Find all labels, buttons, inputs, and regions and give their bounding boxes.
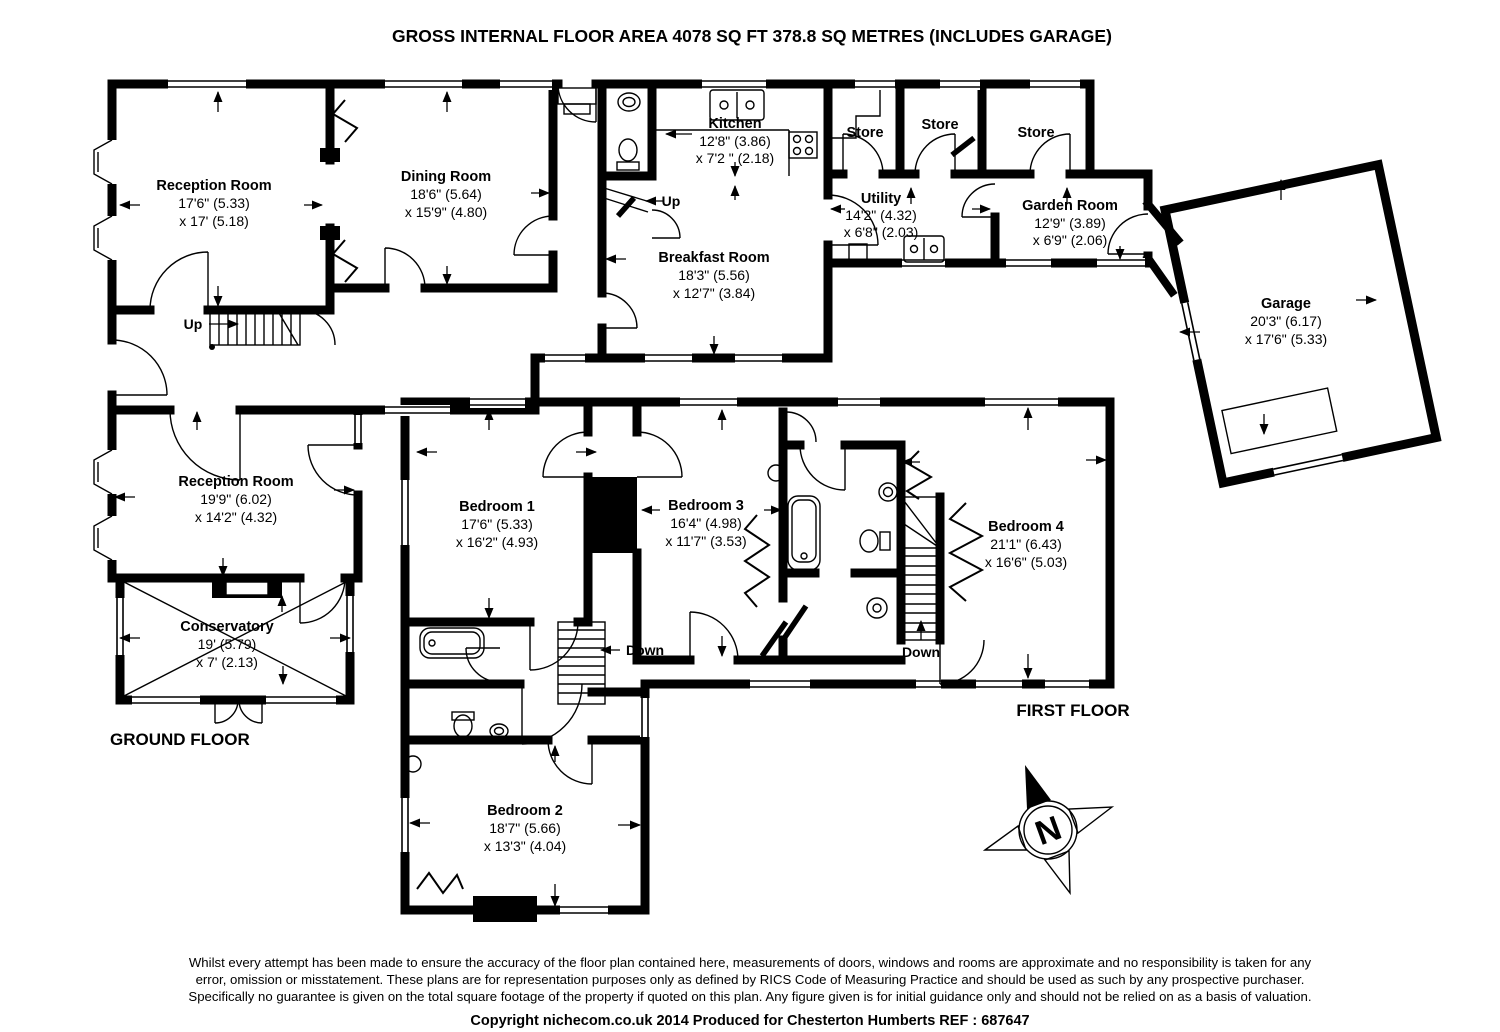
room-dims: 19' (5.79)	[197, 636, 257, 652]
room-dims: x 16'6" (5.03)	[984, 554, 1068, 570]
disclaimer-line-1: Whilst every attempt has been made to ensure the accuracy of the floor plan contained here, measurements of doors, windows and rooms are approximate and no responsibility is taken for any	[188, 955, 1312, 970]
room-dims: 14'2" (4.32)	[845, 207, 917, 223]
room-label-breakfast-room: Breakfast Room	[658, 250, 770, 266]
ground-floor-label: GROUND FLOOR	[110, 730, 250, 749]
room-dims: x 7' (2.13)	[196, 654, 258, 670]
room-label-kitchen: Kitchen	[708, 116, 762, 132]
room-dims: x 7'2 " (2.18)	[695, 150, 775, 166]
room-dims: x 6'9" (2.06)	[1032, 232, 1108, 248]
room-dims: x 16'2" (4.93)	[455, 534, 539, 550]
room-label-store-1: Store	[846, 125, 884, 141]
room-dims: 17'6" (5.33)	[461, 516, 533, 532]
room-dims: x 13'3" (4.04)	[483, 838, 567, 854]
chimney-breast	[473, 896, 537, 922]
walls-ground-floor	[112, 84, 1178, 700]
appliance-icon	[849, 244, 867, 260]
wc-toilet-icon	[617, 139, 639, 170]
toilet-icon	[860, 530, 890, 552]
compass-north-letter: N	[1030, 808, 1067, 853]
room-dims: x 17' (5.18)	[179, 213, 249, 229]
first-floor-label: FIRST FLOOR	[1016, 701, 1130, 720]
stairs-first-down-right	[901, 497, 940, 640]
room-label-garden-room: Garden Room	[1022, 198, 1118, 214]
room-dims: x 17'6" (5.33)	[1244, 331, 1328, 347]
bath-icon	[788, 496, 820, 570]
room-label-garage: Garage	[1261, 296, 1311, 312]
bath-icon	[420, 628, 484, 658]
hob-icon	[789, 132, 817, 158]
room-dims: 16'4" (4.98)	[670, 515, 742, 531]
room-label-store-3: Store	[1017, 125, 1055, 141]
room-label-bedroom-1: Bedroom 1	[459, 499, 535, 515]
room-dims: x 6'8" (2.03)	[843, 224, 919, 240]
room-dims: 18'3" (5.56)	[678, 267, 750, 283]
stair-label-up-hall: Up	[183, 316, 203, 332]
room-dims: x 11'7" (3.53)	[665, 533, 747, 549]
room-dims: x 12'7" (3.84)	[672, 285, 756, 301]
bay-chevron	[333, 240, 357, 282]
room-label-reception-room-1: Reception Room	[156, 178, 272, 194]
wardrobe-zigzag	[950, 503, 982, 601]
bay-chevron	[333, 100, 357, 142]
wardrobe-zigzag	[417, 873, 463, 893]
room-dims: 17'6" (5.33)	[178, 195, 250, 211]
page-title: GROSS INTERNAL FLOOR AREA 4078 SQ FT 378.8 SQ METRES (INCLUDES GARAGE)	[392, 26, 1112, 46]
copyright-line: Copyright nichecom.co.uk 2014 Produced for Chesterton Humberts REF : 687647	[470, 1013, 1030, 1029]
room-label-bedroom-3: Bedroom 3	[668, 498, 744, 514]
compass-rose	[985, 765, 1112, 893]
wardrobe-zigzag	[907, 451, 931, 499]
room-label-bedroom-4: Bedroom 4	[988, 519, 1064, 535]
dimension-arrows	[115, 92, 1376, 906]
room-label-store-2: Store	[921, 117, 959, 133]
disclaimer-line-3: Specifically no guarantee is given on the total square footage of the property if quoted on this plan. Any figure given is for initial guidance only and should not be relied on as a basis of valuation.	[188, 989, 1312, 1004]
room-dims: 19'9" (6.02)	[200, 491, 272, 507]
room-label-bedroom-2: Bedroom 2	[487, 803, 563, 819]
room-label-dining-room: Dining Room	[400, 169, 492, 185]
room-label-conservatory: Conservatory	[180, 619, 274, 635]
room-dims: 18'6" (5.64)	[410, 186, 482, 202]
room-dims: x 14'2" (4.32)	[194, 509, 278, 525]
stair-label-down-left: Down	[626, 642, 665, 658]
stair-label-down-right: Down	[901, 644, 941, 660]
shower-icon	[867, 598, 887, 618]
room-dims: 12'9" (3.89)	[1034, 215, 1106, 231]
basin-icon	[879, 483, 897, 501]
room-label-utility: Utility	[860, 191, 902, 207]
wc-sink-icon	[618, 93, 640, 111]
room-dims: 21'1" (6.43)	[990, 536, 1062, 552]
stair-label-up-back: Up	[661, 193, 681, 209]
room-dims: 18'7" (5.66)	[489, 820, 561, 836]
stair-void	[588, 477, 637, 553]
room-dims: x 15'9" (4.80)	[404, 204, 488, 220]
disclaimer-line-2: error, omission or misstatement. These plans are for representation purposes only as defined by RICS Code of Measuring Practice and should be used as such by any prospective purchaser.	[195, 972, 1305, 987]
toilet-icon	[452, 712, 474, 737]
wardrobe-zigzag	[745, 515, 769, 607]
room-label-reception-room-2: Reception Room	[178, 474, 294, 490]
room-dims: 12'8" (3.86)	[699, 133, 771, 149]
room-dims: 20'3" (6.17)	[1250, 313, 1322, 329]
